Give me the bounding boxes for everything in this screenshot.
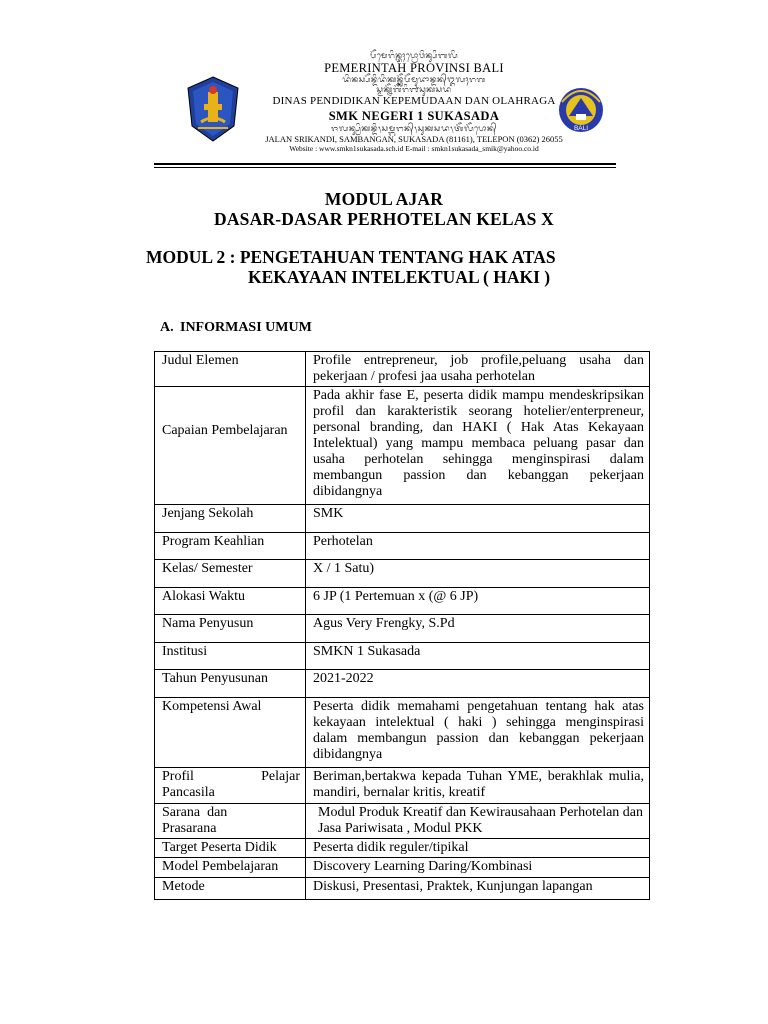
bali-province-crest-icon [186, 76, 240, 142]
letterhead-divider [154, 163, 616, 165]
table-row [155, 804, 650, 839]
table-row [155, 352, 650, 387]
row-value: Peserta didik reguler/tipikal [306, 839, 650, 858]
document-subtitle: DASAR-DASAR PERHOTELAN KELAS X [213, 209, 554, 229]
balinese-script-line-1: ᬧᭂᬫᬾᬭᬶᬦ᭄ᬢᬄᬧ᭄ᬭᭀᬯᬶᬦ᭄ᬲᬶᬩᬮᬶ [369, 51, 459, 60]
row-key: Model Pembelajaran [155, 858, 306, 878]
table-row [155, 858, 650, 878]
school-contact: Website : www.smkn1sukasada.sch.id E-mail : smkn1sukasada_smik@yahoo.co.id [289, 144, 539, 153]
row-value: Discovery Learning Daring/Kombinasi [306, 858, 650, 878]
table-row [155, 670, 650, 698]
document-title: MODUL AJAR [324, 189, 444, 209]
table-row [155, 588, 650, 615]
letterhead-text [256, 51, 572, 153]
row-key: Kelas/ Semester [155, 560, 306, 588]
section-letter: A. [160, 320, 174, 335]
row-key: Tahun Penyusunan [155, 670, 306, 698]
row-value: Modul Produk Kreatif dan Kewirausahaan Perhotelan dan Jasa Pariwisata , Modul PKK [306, 804, 650, 839]
table-row [155, 878, 650, 900]
balinese-script-line-4: ᬚᬮᬦ᭄ᬲ᭄ᬭᬶᬓᬦ᭄ᬤᬶ᭞ᬲᬫ᭄ᬩᬗᬦ᭄᭞ᬲᬸᬓᬲᬤ᭞ᬢᭂᬮᭂᬧᭀᬦ᭄ [331, 124, 497, 133]
row-value: X / 1 Satu) [306, 560, 650, 588]
table-row [155, 768, 650, 804]
table-row [155, 698, 650, 768]
table-row [155, 839, 650, 858]
row-key-word: dan [207, 805, 228, 820]
row-key: Jenjang Sekolah [155, 505, 306, 533]
section-title: INFORMASI UMUM [180, 320, 312, 335]
row-key: Nama Penyusun [155, 615, 306, 643]
row-key: Capaian Pembelajaran [155, 387, 306, 505]
row-value: Profile entrepreneur, job profile,peluang usaha dan pekerjaan / profesi jaa usaha perhotelan [306, 352, 650, 387]
table-row [155, 560, 650, 588]
row-value: SMKN 1 Sukasada [306, 643, 650, 670]
row-key: Metode [155, 878, 306, 900]
section-heading [160, 320, 312, 336]
module-title-line-2: KEKAYAAN INTELEKTUAL ( HAKI ) [248, 267, 551, 287]
school-name: SMK NEGERI 1 SUKASADA [328, 109, 500, 123]
row-value: Agus Very Frengky, S.Pd [306, 615, 650, 643]
row-value: Pada akhir fase E, peserta didik mampu mendeskripsikan profil dan karakteristik seorang hotelier/enterpreneur, personal branding, dan HAKI ( Hak Atas Kekayaan Intelektual) yang mampu membaca peluang pasar dan usaha perhotelan sehingga menginspirasi dalam membangun passion dan kebanggan pekerjaan dibidangnya [306, 387, 650, 505]
row-value: Peserta didik memahami pengetahuan tentang hak atas kekayaan intelektual ( haki ) sehingga menginspirasi dalam membangun passion dan kebanggan pekerjaan dibidangnya [306, 698, 650, 768]
row-key: Judul Elemen [155, 352, 306, 387]
row-key [155, 768, 306, 804]
table-row [155, 615, 650, 643]
department-name: DINAS PENDIDIKAN KEPEMUDAAN DAN OLAHRAGA [272, 95, 556, 107]
row-value: 6 JP (1 Pertemuan x (@ 6 JP) [306, 588, 650, 615]
row-value: Perhotelan [306, 533, 650, 560]
balinese-script-line-2: ᬤᬶᬦᬲ᭄ᬧᭂᬦ᭄ᬤᬶᬤᬶᬓᬦ᭄ᬓᭂᬧᭂᬫᬸᬤᬵᬦ᭄ᬤᬦ᭄ᬑᬮᬄᬭᬕ [342, 75, 486, 84]
row-key: Kompetensi Awal [155, 698, 306, 768]
row-key: Program Keahlian [155, 533, 306, 560]
letterhead-divider-thin [154, 167, 616, 168]
row-key-word: Sarana [162, 805, 201, 820]
row-value: 2021-2022 [306, 670, 650, 698]
table-row [155, 505, 650, 533]
row-key-word: Prasarana [162, 821, 217, 836]
row-key-word: Pancasila [162, 785, 215, 800]
row-value: Diskusi, Presentasi, Praktek, Kunjungan lapangan [306, 878, 650, 900]
row-value: SMK [306, 505, 650, 533]
school-address: JALAN SRIKANDI, SAMBANGAN, SUKASADA (81161), TELEPON (0362) 26055 [265, 134, 563, 144]
table-row [155, 387, 650, 505]
table-row [155, 643, 650, 670]
logo-bali-text: BALI [573, 125, 589, 132]
balinese-script-line-3: ᬲ᭄ᬫᬓ᭄ᬦᭂᬕᭂᬭᬶ᭑ᬲᬸᬓᬲᬤ [376, 85, 452, 94]
module-title-line-1: MODUL 2 : PENGETAHUAN TENTANG HAK ATAS [146, 247, 556, 267]
row-value: Beriman,bertakwa kepada Tuhan YME, berakhlak mulia, mandiri, bernalar kritis, kreatif [306, 768, 650, 804]
row-key-word: Profil [162, 769, 194, 784]
province-name: PEMERINTAH PROVINSI BALI [324, 61, 504, 75]
row-key: Alokasi Waktu [155, 588, 306, 615]
row-key [155, 804, 306, 839]
row-key: Target Peserta Didik [155, 839, 306, 858]
row-key: Institusi [155, 643, 306, 670]
row-key-word: Pelajar [261, 769, 300, 784]
table-row [155, 533, 650, 560]
general-info-table [154, 351, 650, 900]
